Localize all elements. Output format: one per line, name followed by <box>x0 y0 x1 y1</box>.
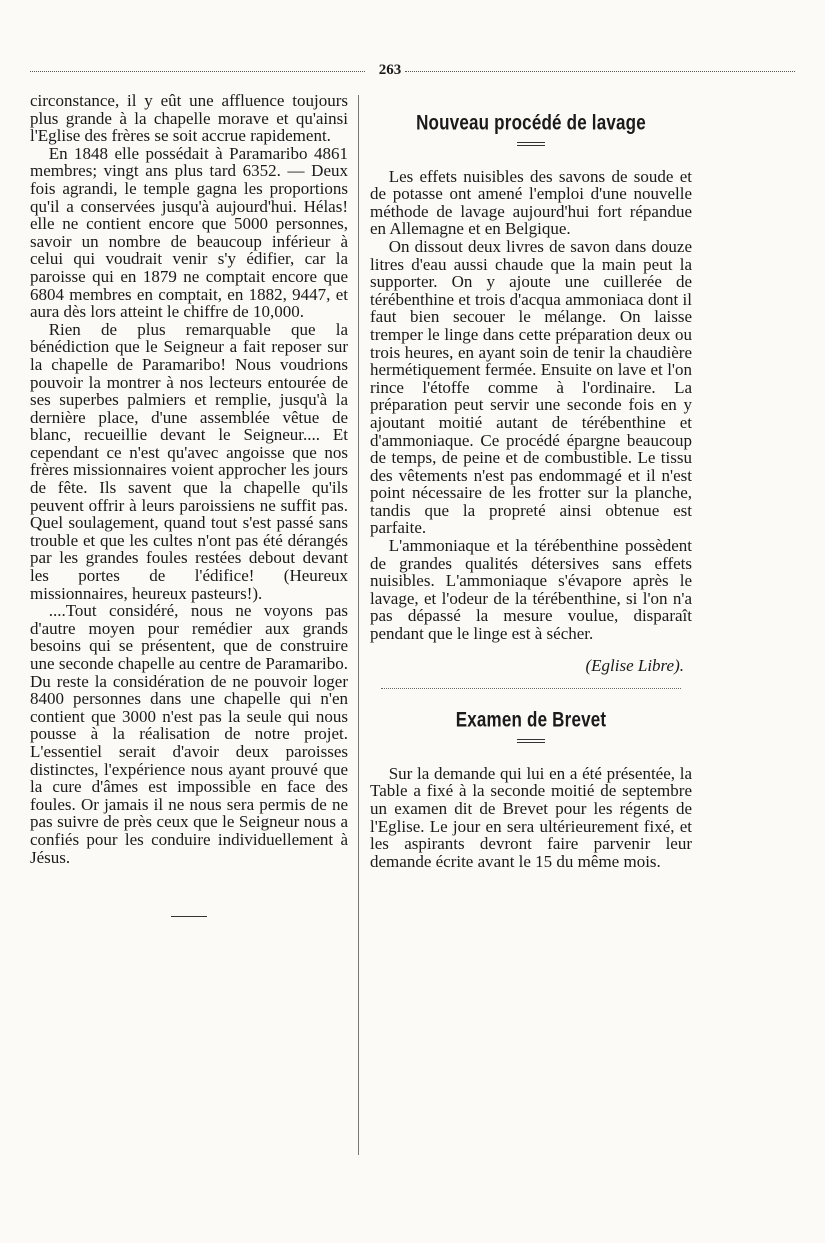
page-number: 263 <box>378 62 402 78</box>
header-rule-left <box>30 71 365 72</box>
paragraph: L'ammoniaque et la térébenthine possèdent de grandes qualités détersives sans effets nuisibles. L'ammoniaque s'évapore après le lavage, et l'odeur de la térébenthine, si l'on n'a pas dépassé la mesure voulue, disparaît pendant que le linge est à sécher. <box>370 536 692 644</box>
page-header <box>30 62 795 82</box>
right-column <box>370 92 692 870</box>
article-title-brevet: Examen de Brevet <box>455 707 607 732</box>
paragraph: Rien de plus remarquable que la bénédiction que le Seigneur a fait reposer sur la chapelle de Paramaribo! Nous voudrions pouvoir la montrer à nos lecteurs entourée de ses superbes palmiers et remplie, jusqu'à la dernière place, d'une assemblée vêtue de blanc, recueillie devant le Seigneur.... Et cependant ce n'est qu'avec angoisse que nos frères missionnaires voient approcher les jours de fête. Ils savent que la chapelle qu'ils peuvent offrir à leurs paroissiens ne suffit pas. Quel soulagement, quand tout s'est passé sans trouble et que les cultes n'ont pas été dérangés par les grandes foules restées debout devant les portes de l'édifice! (Heureux missionnaires, heureux pasteurs!). <box>30 319 348 603</box>
paragraph: circonstance, il y eût une affluence toujours plus grande à la chapelle morave et qu'ainsi l'Eglise des frères se soit accrue rapidement. <box>30 91 348 146</box>
article-title-lavage: Nouveau procédé de lavage <box>416 110 646 135</box>
column-divider <box>358 95 359 1155</box>
paragraph: ....Tout considéré, nous ne voyons pas d'autre moyen pour remédier aux grands besoins qui se présentent, que de construire une seconde chapelle au centre de Paramaribo. Du reste la considération de ne pouvoir loger 8400 personnes dans une chapelle qui n'en contient que 3000 n'est pas la seule qui nous pousse à la réalisation de notre projet. L'essentiel serait d'avoir deux paroisses distinctes, l'expérience nous ayant prouvé que la cure d'âmes est impossible en face des foules. Or jamais il ne nous sera permis de ne pas suivre de près ceux que le Seigneur nous a confiés pour les conduire individuellement à Jésus. <box>30 601 348 867</box>
paragraph: On dissout deux livres de savon dans douze litres d'eau aussi chaude que la main peut la supporter. On y ajoute une cuillerée de térébenthine et trois d'acqua ammoniaca dont il faut bien secouer le mélange. On laisse tremper le linge dans cette préparation deux ou trois heures, en ayant soin de tenir la chaudière hermétiquement fermée. Ensuite on lave et l'on rince l'étoffe comme à l'ordinaire. La préparation peut servir une seconde fois en y ajoutant moitié autant de térébenthine et d'ammoniaque. Ce procédé épargne beaucoup de temps, de peine et de combustible. Le tissu des vêtements n'est pas endommagé et il n'est point nécessaire de les frotter sur la planche, tandis que la propreté ainsi obtenue est parfaite. <box>370 236 692 538</box>
section-separator <box>381 688 681 689</box>
end-rule <box>171 916 207 917</box>
header-rule-right <box>405 71 795 72</box>
paragraph: Sur la demande qui lui en a été présentée, la Table a fixé à la seconde moitié de septembre un examen dit de Brevet pour les régents de l'Eglise. Le jour en sera ultérieurement fixé, et les aspirants devront faire parvenir leur demande écrite avant le 15 du même mois. <box>370 763 692 871</box>
left-column <box>30 92 348 917</box>
title-rule <box>517 142 545 146</box>
article-source: (Eglise Libre). <box>585 655 684 675</box>
paragraph: Les effets nuisibles des savons de soude et de potasse ont amené l'emploi d'une nouvelle méthode de lavage aujourd'hui fort répandue en Allemagne et en Belgique. <box>370 166 692 239</box>
paragraph: En 1848 elle possédait à Paramaribo 4861 membres; vingt ans plus tard 6352. — Deux fois agrandi, le temple gagna les proportions qu'il a conservées jusqu'à aujourd'hui. Hélas! elle ne contient encore que 5000 personnes, savoir un nombre de beaucoup inférieur à celui qui voudrait venir s'y édifier, car la paroisse qui en 1879 ne comptait encore que 6804 membres en comptait, en 1882, 9447, et aura dès lors atteint le chiffre de 10,000. <box>30 143 348 322</box>
title-rule <box>517 739 545 743</box>
